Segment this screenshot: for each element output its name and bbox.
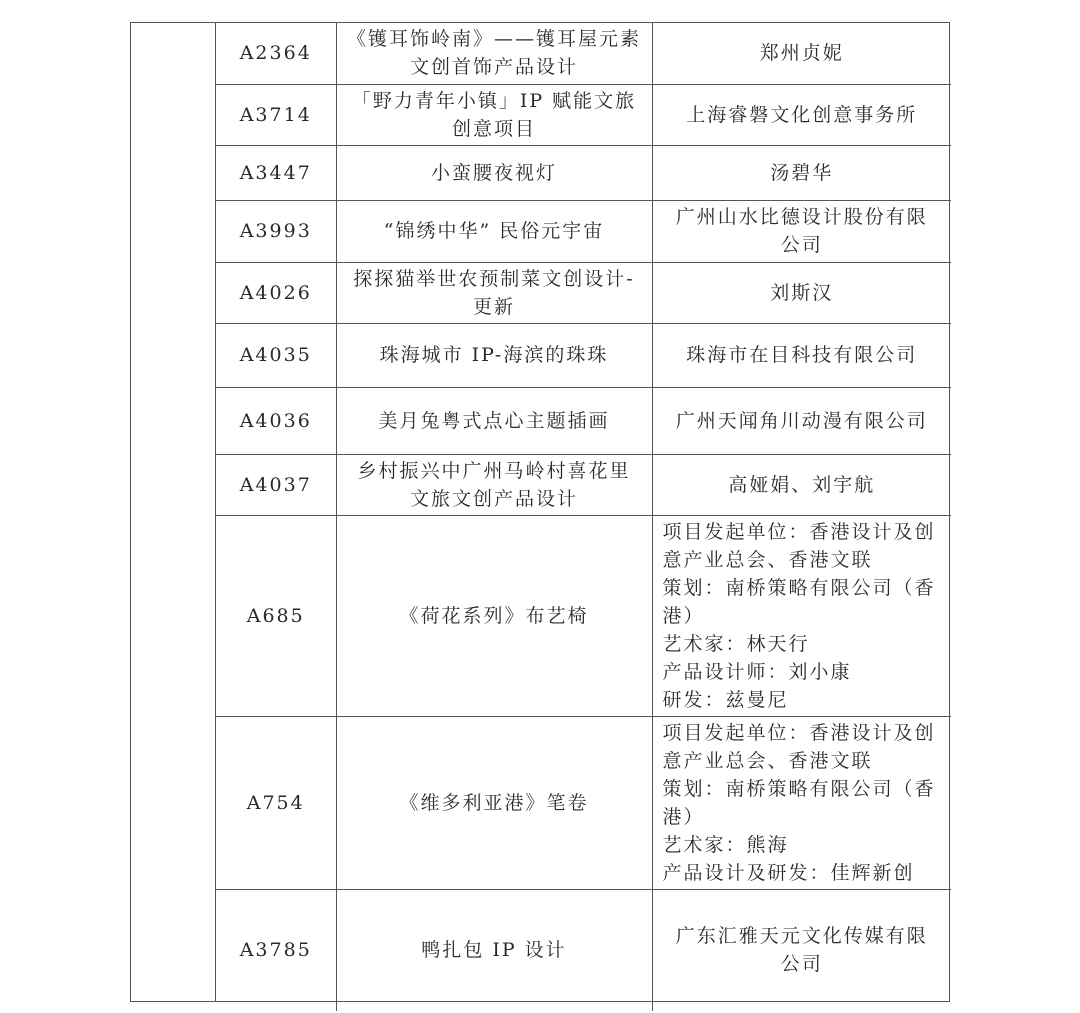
entry-organization-line: 港）	[662, 604, 705, 627]
entry-title-line: 《荷花系列》布艺椅	[399, 604, 589, 627]
entry-title-line: 乡村振兴中广州马岭村喜花里	[357, 459, 631, 482]
entry-organization-line: 珠海市在目科技有限公司	[686, 344, 918, 366]
entry-title-line: “锦绣中华” 民俗元宇宙	[383, 220, 605, 242]
entry-code: A4036	[216, 387, 336, 454]
table-row	[216, 262, 951, 323]
entry-title-line: 创意项目	[451, 117, 536, 140]
entry-code: A4026	[216, 262, 336, 323]
entry-title	[336, 323, 652, 387]
award-list-table	[216, 23, 951, 1011]
entry-title	[336, 716, 652, 889]
entry-title	[336, 454, 652, 515]
entry-title-line: 探探猫举世农预制菜文创设计-	[353, 267, 635, 290]
entry-organization	[652, 200, 951, 262]
entry-organization-line: 高娅娟、刘宇航	[728, 473, 876, 496]
table-row	[216, 889, 951, 1011]
entry-code: A754	[216, 716, 336, 889]
table-row	[216, 716, 951, 889]
table-row	[216, 454, 951, 515]
entry-code: A3714	[216, 84, 336, 145]
entry-organization	[652, 323, 951, 387]
entry-title	[336, 889, 652, 1011]
entry-title	[336, 262, 652, 323]
entry-organization-line: 艺术家：熊海	[662, 833, 789, 856]
entry-organization-line: 产品设计师：刘小康	[662, 660, 852, 683]
entry-title	[336, 387, 652, 454]
table-row	[216, 515, 951, 716]
entry-code: A685	[216, 515, 336, 716]
entry-organization-line: 广东汇雅天元文化传媒有限	[675, 925, 928, 948]
award-table-frame	[130, 22, 950, 1002]
entry-title-line: 《镬耳饰岭南》——镬耳屋元素	[346, 28, 641, 51]
entry-organization	[652, 515, 951, 716]
entry-code: A3447	[216, 145, 336, 200]
table-row	[216, 84, 951, 145]
entry-organization-line: 汤碧华	[770, 161, 834, 184]
entry-title-line: 「野力青年小镇」IP 赋能文旅	[351, 89, 637, 112]
entry-organization-line: 意产业总会、香港文联	[662, 548, 873, 571]
entry-title	[336, 84, 652, 145]
entry-organization-line: 项目发起单位：香港设计及创	[662, 721, 936, 744]
entry-organization	[652, 23, 951, 84]
entry-organization-line: 广州山水比德设计股份有限	[675, 206, 928, 228]
entry-code: A4035	[216, 323, 336, 387]
entry-organization	[652, 889, 951, 1011]
entry-organization-line: 公司	[780, 953, 823, 976]
entry-title-line: 美月兔粤式点心主题插画	[378, 409, 610, 432]
entry-title-line: 小蛮腰夜视灯	[430, 161, 557, 184]
award-rows	[216, 23, 951, 1011]
entry-organization	[652, 454, 951, 515]
entry-code: A2364	[216, 23, 336, 84]
entry-title-line: 珠海城市 IP-海滨的珠珠	[379, 344, 609, 366]
table-row	[216, 323, 951, 387]
entry-title-line: 文创首饰产品设计	[409, 56, 578, 79]
entry-organization-line: 上海睿磐文化创意事务所	[686, 103, 918, 126]
entry-organization-line: 公司	[780, 234, 823, 256]
entry-title-line: 鸭扎包 IP 设计	[421, 939, 567, 962]
table-row	[216, 23, 951, 84]
entry-code: A4037	[216, 454, 336, 515]
table-row	[216, 145, 951, 200]
entry-organization-line: 研发：兹曼尼	[662, 688, 789, 711]
entry-organization-line: 意产业总会、香港文联	[662, 749, 873, 772]
entry-organization-line: 策划：南桥策略有限公司（香	[662, 777, 936, 800]
entry-organization-line: 港）	[662, 805, 705, 828]
entry-title	[336, 200, 652, 262]
entry-organization	[652, 716, 951, 889]
entry-title-line: 《维多利亚港》笔卷	[399, 791, 589, 814]
entry-organization	[652, 145, 951, 200]
table-row	[216, 387, 951, 454]
entry-title-line: 文旅文创产品设计	[409, 487, 578, 510]
entry-title	[336, 515, 652, 716]
entry-organization-line: 广州天闻角川动漫有限公司	[675, 409, 928, 432]
entry-code: A3785	[216, 889, 336, 1011]
entry-organization-line: 策划：南桥策略有限公司（香	[662, 576, 936, 599]
entry-organization-line: 刘斯汉	[770, 281, 834, 304]
entry-title	[336, 145, 652, 200]
entry-title	[336, 23, 652, 84]
entry-organization-line: 产品设计及研发：佳辉新创	[662, 861, 915, 884]
entry-organization-line: 项目发起单位：香港设计及创	[662, 520, 936, 543]
table-row	[216, 200, 951, 262]
category-column	[131, 23, 216, 1001]
entry-code: A3993	[216, 200, 336, 262]
entry-organization	[652, 262, 951, 323]
entry-organization-line: 郑州贞妮	[759, 42, 844, 65]
entry-organization	[652, 84, 951, 145]
entry-organization	[652, 387, 951, 454]
entry-title-line: 更新	[472, 295, 515, 318]
entry-organization-line: 艺术家：林天行	[662, 632, 810, 655]
